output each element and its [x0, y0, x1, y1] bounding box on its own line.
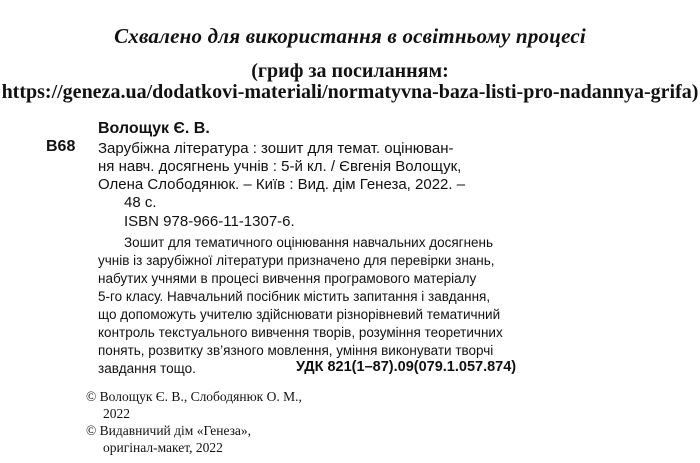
bibliographic-line: Олена Слободянюк. – Київ : Вид. дім Генеза, 2022. –	[98, 176, 466, 193]
library-code: В68	[46, 138, 76, 155]
copyright-layout: оригінал-макет, 2022	[103, 440, 223, 455]
copyright-authors: © Волощук Є. В., Слободянюк О. М.,	[86, 389, 302, 404]
annotation-line: що допоможуть учителю здійснювати різнорівневий тематичний	[98, 307, 501, 322]
copyright-year: 2022	[103, 406, 130, 421]
copyright-publisher: © Видавничий дім «Генеза»,	[86, 423, 252, 438]
annotation-line: учнів із зарубіжної літератури призначено для перевірки знань,	[98, 253, 495, 268]
annotation-line: понять, розвитку зв’язного мовлення, уміння виконувати творчі	[98, 343, 494, 358]
annotation-line: набутих учнями в процесі вивчення програмового матеріалу	[98, 271, 477, 286]
bibliographic-line: ня навч. досягнень учнів : 5-й кл. / Євгенія Волощук,	[98, 158, 462, 175]
approval-stamp: Схвалено для використання в освітньому процесі	[114, 24, 586, 48]
annotation-line: Зошит для тематичного оцінювання навчальних досягнень	[124, 235, 494, 250]
bibliographic-line: Зарубіжна література : зошит для темат. оцінюван-	[98, 140, 454, 157]
bibliographic-line: 48 с.	[124, 194, 157, 211]
annotation-line: контроль текстуального вивчення творів, розуміння теоретичних	[98, 325, 503, 340]
grif-line-1: (гриф за посиланням:	[251, 60, 449, 82]
udk-code: УДК 821(1–87).09(079.1.057.874)	[296, 359, 517, 375]
isbn: ISBN 978-966-11-1307-6.	[124, 213, 295, 230]
annotation-line: завдання тощо.	[98, 361, 196, 376]
author-heading: Волощук Є. В.	[98, 120, 210, 137]
grif-url: https://geneza.ua/dodatkovi-materiali/normatyvna-baza-listi-pro-nadannya-grifa)	[1, 81, 699, 103]
annotation-line: 5-го класу. Навчальний посібник містить запитання і завдання,	[98, 289, 491, 304]
